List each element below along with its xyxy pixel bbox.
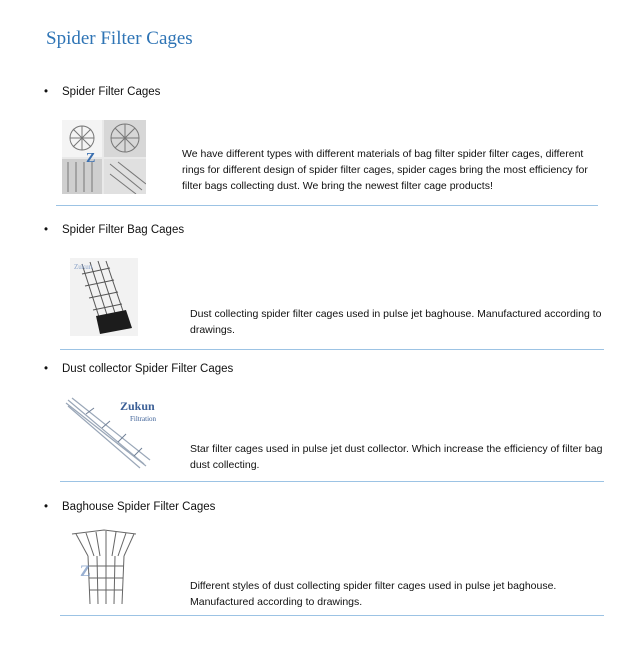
bullet-item-4 [44,501,215,513]
section-description: Dust collecting spider filter cages used in pulse jet baghouse. Manufactured according to drawings. [190,308,602,336]
bullet-item-2 [44,224,184,236]
svg-text:Z: Z [80,563,91,580]
spider-cage-collage-icon [62,120,146,194]
image-caption: Zukun [120,399,155,413]
section-heading: Spider Filter Bag Cages [62,224,185,236]
section-divider [60,349,604,350]
section-description: Different styles of dust collecting spider filter cages used in pulse jet baghouse. Manufactured according to drawings. [190,580,557,608]
section-divider [60,615,604,616]
image-subcaption: Filtration [130,415,157,423]
section-heading: Baghouse Spider Filter Cages [62,501,216,513]
section-heading: Spider Filter Cages [62,86,161,98]
bullet-dot: • [44,363,49,375]
bullet-item-3 [44,363,233,375]
bullet-dot: • [44,224,49,236]
section-divider [56,205,598,206]
svg-text:Z: Z [86,151,96,166]
section-description: We have different types with different materials of bag filter spider filter cages, different rings for different design of spider filter cages, spider cages bring the most efficiency for filter bags collecting dust. We bring the newest filter cage products! [182,148,588,192]
bag-cage-icon [70,258,138,336]
baghouse-cage-icon [66,526,142,610]
section-description: Star filter cages used in pulse jet dust collector. Which increase the efficiency of filter bag dust collecting. [190,443,603,471]
section-divider [60,481,604,482]
page-title: Spider Filter Cages [46,28,193,49]
section-heading: Dust collector Spider Filter Cages [62,363,234,375]
star-cage-icon [64,394,176,472]
bullet-dot: • [44,86,49,98]
bullet-item-1 [44,86,160,98]
bullet-dot: • [44,501,49,513]
svg-text:Zukun: Zukun [74,263,93,271]
